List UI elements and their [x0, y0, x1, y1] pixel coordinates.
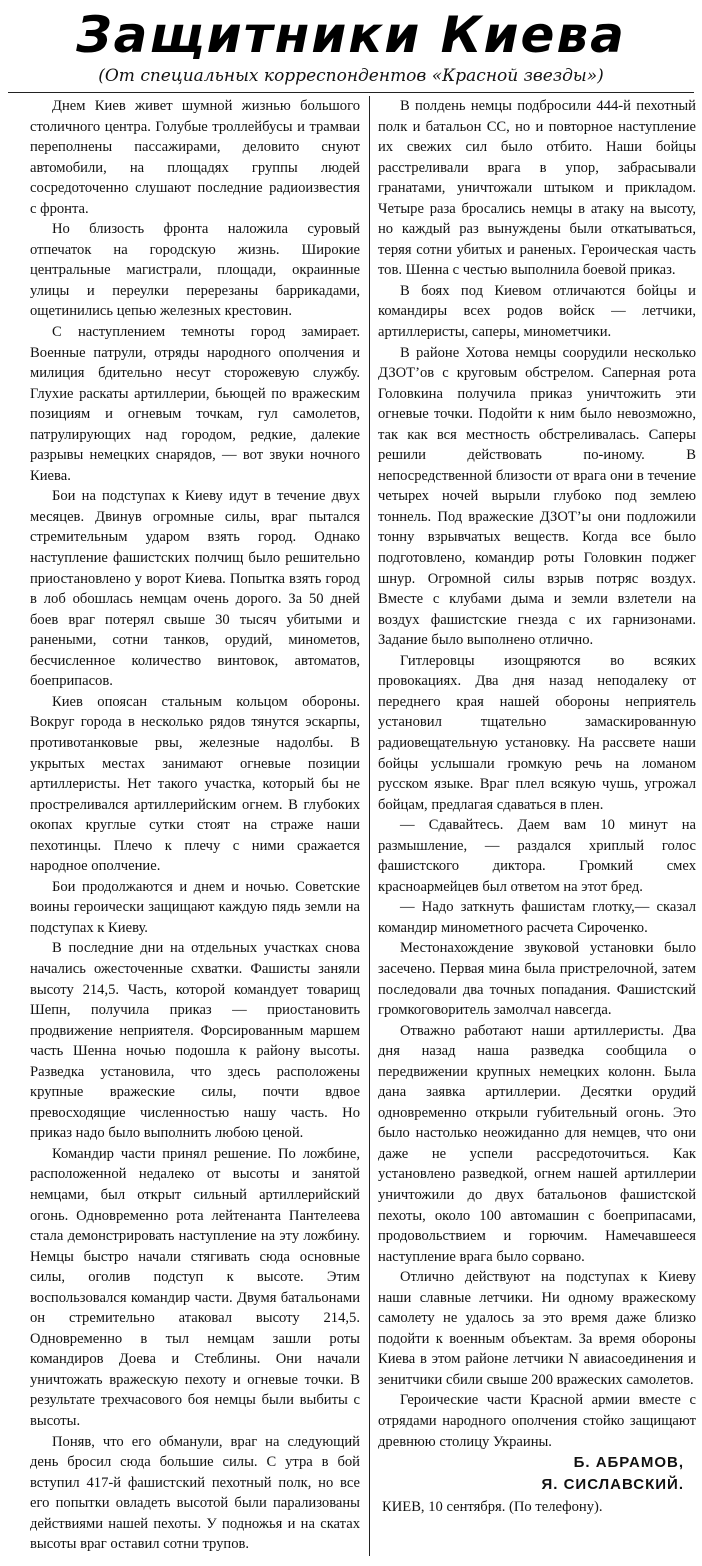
- paragraph: — Сдавайтесь. Даем вам 10 минут на размышление, — раздался хриплый голос фашистского диктора. Громкий смех красноармейцев был ответом на этот бред.: [378, 817, 696, 895]
- paragraph: — Надо заткнуть фашистам глотку,— сказал командир минометного расчета Сироченко.: [378, 899, 696, 936]
- paragraph: Отлично действуют на подступах к Киеву наши славные летчики. Ни одному вражескому самолету не удалось за это время даже близко подойти к военным объектам. За время обороны Киева в этом районе летчики N авиасоединения и зенитчики сбили свыше 200 вражеских самолетов.: [378, 1269, 696, 1388]
- paragraph: Поняв, что его обманули, враг на следующий день бросил сюда большие силы. С утра в бой вступил 417-й фашистский пехотный полк, но все его попытки овладеть высотой были парализованы действиями нашей пехоты. У подножья и на скатах высоты враг оставил сотни трупов.: [30, 1433, 360, 1553]
- paragraph: Но близость фронта наложила суровый отпечаток на городскую жизнь. Широкие центральные магистрали, площади, окраинные улицы и переулки перерезаны баррикадами, ощетинились цепью железных крестовин.: [30, 221, 360, 320]
- article-title: Защитники Киева: [76, 6, 626, 64]
- column-divider: [369, 96, 370, 1556]
- author-signature: Б. АБРАМОВ,: [573, 1454, 684, 1472]
- paragraph: Бои на подступах к Киеву идут в течение двух месяцев. Двинув огромные силы, враг пытался стремительным ударом взять город. Однако наступление фашистских полчищ было решительно приостановлено у ворот Киева. Попытка взять город в лоб обошлась немцам очень дорого. За 50 дней боев враг потерял свыше 30 тысяч убитыми и ранеными, сотни танков, орудий, минометов, бесчисленное количество винтовок, автоматов, боеприпасов.: [30, 488, 360, 690]
- paragraph: С наступлением темноты город замирает. Военные патрули, отряды народного ополчения и милиция бдительно несут сторожевую службу. Глухие раскаты артиллерии, бьющей по вражеским позициям и огневым точкам, гул самолетов, патрулирующих над городом, редкие, далекие разрывы немецких снарядов, — вот звуки ночного Киева.: [30, 324, 360, 484]
- paragraph: Гитлеровцы изощряются во всяких провокациях. Два дня назад неподалеку от переднего края нашей обороны неприятель установил тщательно замаскированную радиовещательную установку. На рассвете наши бойцы услышали громкую речь на ломаном русском языке. Враг плел всякую чушь, угрожал бойцам, предлагая сдаваться в плен.: [378, 652, 696, 813]
- author-signature: Я. СИСЛАВСКИЙ.: [541, 1476, 684, 1494]
- paragraph: В полдень немцы подбросили 444-й пехотный полк и батальон СС, но и повторное наступление их свежих сил было отбито. Наши бойцы расстреливали врага в упор, забрасывали гранатами, уничтожали штыком и прикладом. Четыре раза бросались немцы в атаку на высоту, но каждый раз вынуждены были откатываться, теряя сотни убитых и раненых. Героическая часть тов. Шенна с честью выполнила боевой приказ.: [378, 98, 696, 279]
- paragraph: Местонахождение звуковой установки было засечено. Первая мина была пристрелочной, затем последовали два точных попадания. Фашистский громкоговоритель замолчал навсегда.: [378, 940, 696, 1019]
- article-subtitle: (От специальных корреспондентов «Красной звезды»): [98, 66, 604, 86]
- paragraph: Днем Киев живет шумной жизнью большого столичного центра. Голубые троллейбусы и трамваи переполнены пассажирами, деловито снуют автомобили, на площадях группы людей сосредоточенно слушают последние радиоизвестия с фронта.: [30, 98, 360, 217]
- paragraph: Героические части Красной армии вместе с отрядами народного ополчения стойко защищают древнюю столицу Украины.: [378, 1392, 696, 1450]
- paragraph: Командир части принял решение. По ложбине, расположенной недалеко от высоты и занятой немцами, был открыт сильный артиллерийский огонь. Одновременно рота лейтенанта Пантелеева стала демонстрировать наступление на эту ложбину. Немцы быстро начали стягивать сюда основные силы, оголив подступ к высоте. Этим воспользовался командир части. Двумя батальонами он стремительно атаковал высоту 214,5. Одновременно в тыл немцам зашли роты командиров Доева и Стеблины. Они начали уничтожать вражескую пехоту и огневые точки. В результате трехчасового боя немцы были выбиты с высоты.: [30, 1145, 360, 1429]
- paragraph: В последние дни на отдельных участках снова начались ожесточенные схватки. Фашисты заняли высоту 214,5. Часть, которой командует товарищ Шепн, получила приказ — приостановить продвижение неприятеля. Форсированным маршем часть Шенна ночью подошла к району высоты. Разведка установила, что здесь расположены крупные вражеские силы, почти вдвое превосходящие численностью нашу часть. Но приказ надо было выполнить любою ценой.: [30, 940, 360, 1142]
- paragraph: Отважно работают наши артиллеристы. Два дня назад наша разведка сообщила о передвижении крупных немецких колонн. Была дана заявка артиллерии. Десятки орудий одновременно открыли губительный огонь. Это было настолько неожиданно для немцев, что они даже не успели рассредоточиться. Как установлено разведкой, огнем нашей артиллерии уничтожили до двух батальонов фашистской пехоты, около 100 автомашин с боеприпасами, продовольствием и горючим. Намечавшееся наступление врага было сорвано.: [378, 1022, 696, 1265]
- paragraph: В районе Хотова немцы соорудили несколько ДЗОТ’ов с круговым обстрелом. Саперная рота Головкина получила приказ уничтожить эти огневые точки. Подойти к ним было невозможно, так как вся местность обстреливалась. Саперы решили действовать по-иному. В непосредственной близости от врага они в течение четырех ночей вырыли глубоко под землею тоннель. Под вражеские ДЗОТ’ы они подложили тонну взрывчатых веществ. Когда все было подготовлено, командир роты Головкин поджег шнур. Огромной силы взрыв потряс воздух. Вместе с клубами дыма и земли взлетели на воздух фашистские гнезда с их гарнизонами. Задание было выполнено отлично.: [378, 344, 696, 649]
- paragraph: Бои продолжаются и днем и ночью. Советские воины героически защищают каждую пядь земли на подступах к Киеву.: [30, 878, 360, 936]
- left-column: [30, 96, 360, 1555]
- right-column: [378, 96, 696, 1518]
- dateline: КИЕВ, 10 сентября. (По телефону).: [382, 1499, 603, 1516]
- paragraph: Киев опоясан стальным кольцом обороны. Вокруг города в несколько рядов тянутся эскарпы, противотанковые рвы, железные надолбы. В укрытых местах занимают огневые позиции артиллеристы. Нет такого участка, который бы не простреливался артиллерийским огнем. В глубоких окопах круглые сутки стоят на страже наши пехотинцы. Плечо к плечу с ними сражается народное ополчение.: [30, 693, 360, 875]
- paragraph: В боях под Киевом отличаются бойцы и командиры всех родов войск — летчики, артиллеристы, саперы, минометчики.: [378, 282, 696, 341]
- header-rule: [8, 92, 694, 93]
